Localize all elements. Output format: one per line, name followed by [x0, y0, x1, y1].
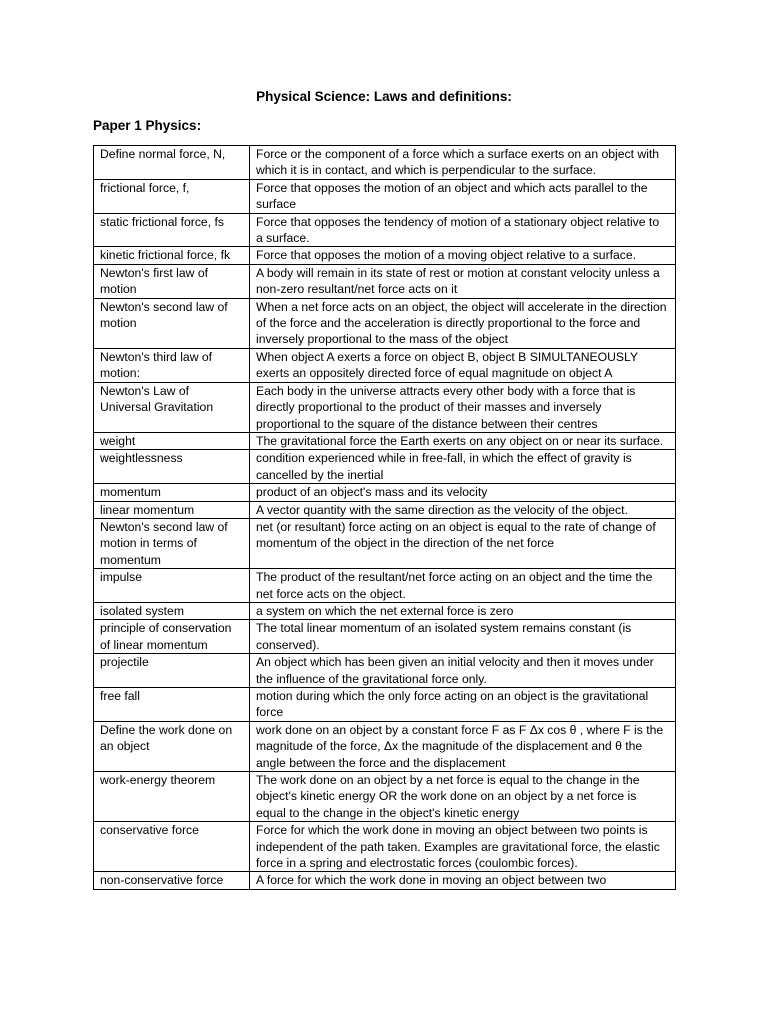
table-row [94, 501, 676, 518]
definition-cell: product of an object's mass and its velocity [250, 484, 676, 501]
term-cell: static frictional force, fs [94, 213, 250, 247]
definition-cell: a system on which the net external force is zero [250, 602, 676, 619]
table-row [94, 688, 676, 722]
definition-cell: The work done on an object by a net force is equal to the change in the object's kinetic energy OR the work done on an object by a net force is equal to the change in the object's kinetic energy [250, 772, 676, 822]
definition-cell: When a net force acts on an object, the object will accelerate in the direction of the force and the acceleration is directly proportional to the force and inversely proportional to the mass of the object [250, 298, 676, 348]
table-row [94, 518, 676, 568]
table-row [94, 721, 676, 771]
term-cell: weightlessness [94, 450, 250, 484]
document-title: Physical Science: Laws and definitions: [256, 89, 512, 104]
definition-cell: work done on an object by a constant force F as F Δx cos θ , where F is the magnitude of the force, Δx the magnitude of the displacement and θ the angle between the force and the displacement [250, 721, 676, 771]
term-cell: Define the work done on an object [94, 721, 250, 771]
table-row [94, 654, 676, 688]
definition-cell: A force for which the work done in moving an object between two [250, 872, 676, 889]
definition-cell: net (or resultant) force acting on an object is equal to the rate of change of momentum of the object in the direction of the net force [250, 518, 676, 568]
table-row [94, 620, 676, 654]
term-cell: projectile [94, 654, 250, 688]
term-cell: isolated system [94, 602, 250, 619]
definition-cell: condition experienced while in free-fall, in which the effect of gravity is cancelled by the inertial [250, 450, 676, 484]
table-row [94, 298, 676, 348]
definition-cell: The product of the resultant/net force acting on an object and the time the net force acts on the object. [250, 569, 676, 603]
term-cell: Define normal force, N, [94, 146, 250, 180]
definition-cell: The gravitational force the Earth exerts on any object on or near its surface. [250, 432, 676, 449]
table-row [94, 432, 676, 449]
table-row [94, 179, 676, 213]
definition-cell: motion during which the only force acting on an object is the gravitational force [250, 688, 676, 722]
definition-cell: Each body in the universe attracts every other body with a force that is directly proportional to the product of their masses and inversely proportional to the square of the distance between their centres [250, 382, 676, 432]
definition-cell: Force for which the work done in moving an object between two points is independent of the path taken. Examples are gravitational force, the elastic force in a spring and electrostatic forces (coulombic forces). [250, 822, 676, 872]
term-cell: Newton's third law of motion: [94, 348, 250, 382]
table-row [94, 382, 676, 432]
term-cell: Newton's second law of motion in terms of momentum [94, 518, 250, 568]
definition-cell: An object which has been given an initial velocity and then it moves under the influence of the gravitational force only. [250, 654, 676, 688]
term-cell: non-conservative force [94, 872, 250, 889]
table-row [94, 213, 676, 247]
definition-cell: Force that opposes the motion of a moving object relative to a surface. [250, 247, 676, 264]
term-cell: work-energy theorem [94, 772, 250, 822]
table-row [94, 484, 676, 501]
term-cell: impulse [94, 569, 250, 603]
definition-cell: When object A exerts a force on object B, object B SIMULTANEOUSLY exerts an oppositely directed force of equal magnitude on object A [250, 348, 676, 382]
table-row [94, 822, 676, 872]
term-cell: Newton's Law of Universal Gravitation [94, 382, 250, 432]
definition-cell: Force that opposes the tendency of motion of a stationary object relative to a surface. [250, 213, 676, 247]
term-cell: weight [94, 432, 250, 449]
term-cell: frictional force, f, [94, 179, 250, 213]
term-cell: momentum [94, 484, 250, 501]
term-cell: Newton's second law of motion [94, 298, 250, 348]
term-cell: Newton's first law of motion [94, 264, 250, 298]
table-row [94, 602, 676, 619]
definition-cell: Force that opposes the motion of an object and which acts parallel to the surface [250, 179, 676, 213]
definition-cell: A vector quantity with the same direction as the velocity of the object. [250, 501, 676, 518]
table-row [94, 772, 676, 822]
table-row [94, 450, 676, 484]
table-row [94, 348, 676, 382]
term-cell: linear momentum [94, 501, 250, 518]
definition-cell: Force or the component of a force which a surface exerts on an object with which it is in contact, and which is perpendicular to the surface. [250, 146, 676, 180]
table-row [94, 264, 676, 298]
definitions-table [93, 145, 676, 890]
section-heading: Paper 1 Physics: [93, 118, 202, 133]
table-row [94, 247, 676, 264]
table-row [94, 146, 676, 180]
term-cell: kinetic frictional force, fk [94, 247, 250, 264]
term-cell: principle of conservation of linear momentum [94, 620, 250, 654]
term-cell: conservative force [94, 822, 250, 872]
table-row [94, 872, 676, 889]
term-cell: free fall [94, 688, 250, 722]
table-row [94, 569, 676, 603]
definition-cell: A body will remain in its state of rest or motion at constant velocity unless a non-zero resultant/net force acts on it [250, 264, 676, 298]
definition-cell: The total linear momentum of an isolated system remains constant (is conserved). [250, 620, 676, 654]
